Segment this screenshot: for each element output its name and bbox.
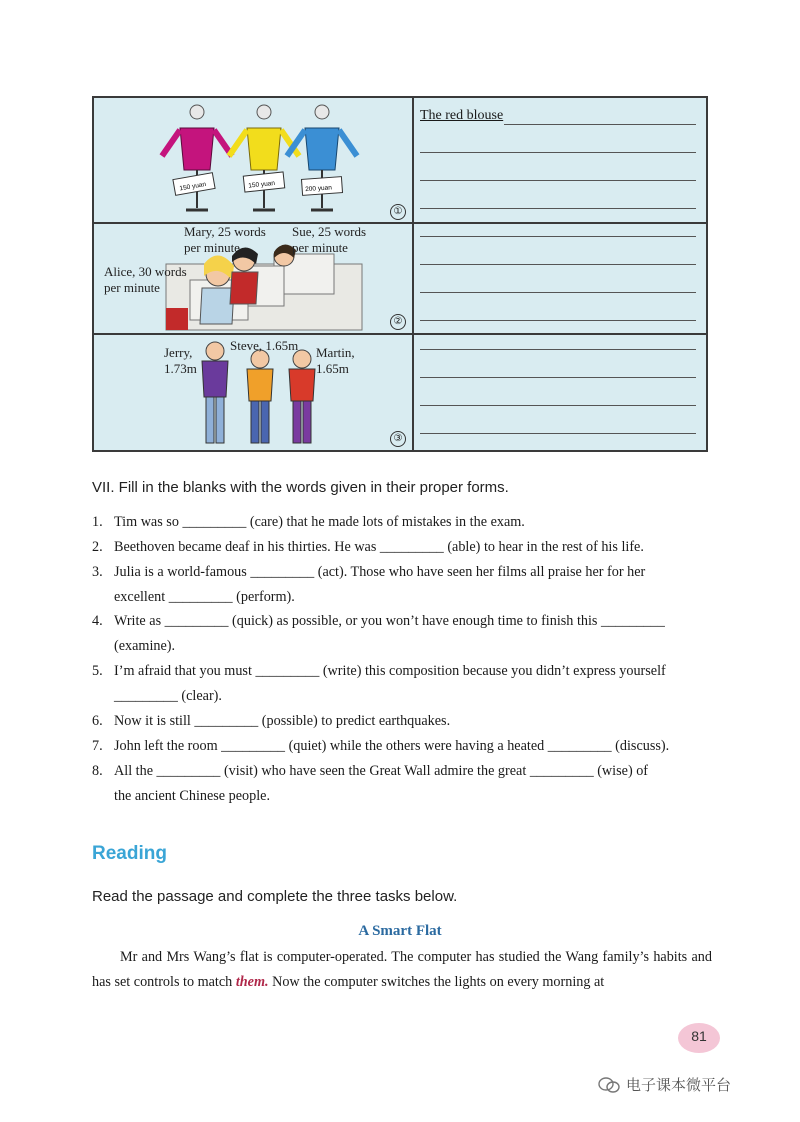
answer-line[interactable] [420,292,696,293]
answer-line[interactable] [420,236,696,237]
answer-cell-2 [414,224,706,333]
picture-table [92,96,708,452]
answer-line[interactable] [420,180,696,181]
mannequin-yellow [229,105,299,210]
answer-line[interactable] [420,320,696,321]
blouses-picture-cell [94,98,412,222]
passage-title: A Smart Flat [358,923,442,939]
answer-example-text: The red blouse [420,108,504,123]
reading-heading: Reading [92,843,167,864]
exercise-item: 8. All the _________ (visit) who have seen the Great Wall admire the great _________ (wise) of the ancient Chinese people. [92,763,649,804]
boy-martin [289,350,315,443]
label-alice: Alice, 30 words per minute [104,264,187,295]
page-number: 81 [678,1023,720,1053]
answer-line[interactable] [420,208,696,209]
answer-line[interactable] [420,152,696,153]
mannequin-red [162,105,232,210]
exercise-item: 7. John left the room _________ (quiet) while the others were having a heated _________ (discuss). [92,738,670,754]
label-mary: Mary, 25 words per minute [184,224,266,255]
boy-jerry [202,342,228,443]
heights-picture-cell [94,335,412,450]
mannequin-blue [287,105,357,210]
typists-picture-cell [94,224,412,333]
answer-cell-3 [414,335,706,450]
price-tag-1: 150 yuan [179,180,207,193]
exercise-item: 4. Write as _________ (quick) as possible, or you won’t have enough time to finish this _________ (examine). [92,613,665,654]
passage-paragraph: Mr and Mrs Wang’s flat is computer-operated. The computer has studied the Wang family’s habits and has set controls to match them. Now the computer switches the lights on every morning at [92,949,712,990]
exercise-item: 5. I’m afraid that you must _________ (write) this composition because you didn’t express yourself _________ (clear). [92,663,666,704]
exercise-item: 2. Beethoven became deaf in his thirties. He was _________ (able) to hear in the rest of his life. [92,539,644,555]
wechat-icon [598,1077,620,1093]
label-sue: Sue, 25 words per minute [292,224,367,255]
item-number-2: ② [390,314,406,330]
section-heading: VII. Fill in the blanks with the words given in their proper forms. [92,479,509,496]
exercise-item: 1. Tim was so _________ (care) that he made lots of mistakes in the exam. [92,514,525,530]
price-tag-3: 200 yuan [304,184,333,194]
label-martin: Martin, 1.65m [316,345,355,376]
highlighted-word: them. [235,974,269,990]
exercise-item: 3. Julia is a world-famous _________ (act). Those who have seen her films all praise her for her excellent _________ (perform). [92,564,646,605]
boy-steve [247,350,273,443]
label-steve: Steve, 1.65m [230,338,299,353]
answer-line[interactable] [420,377,696,378]
item-number-3: ③ [390,431,406,447]
item-number-1: ① [390,204,406,220]
answer-line[interactable] [420,264,696,265]
price-tag-2: 150 yuan [247,179,276,190]
answer-cell-1 [414,98,706,222]
watermark-text: 电子课本微平台 [626,1076,732,1094]
reading-instruction: Read the passage and complete the three tasks below. [92,888,458,905]
answer-line[interactable] [420,433,696,434]
blouses-illustration [94,98,412,222]
answer-line[interactable] [420,349,696,350]
answer-line[interactable] [420,405,696,406]
label-jerry: Jerry, 1.73m [164,345,197,376]
watermark [598,1074,731,1095]
answer-line[interactable] [504,124,696,125]
exercise-item: 6. Now it is still _________ (possible) to predict earthquakes. [92,713,451,729]
